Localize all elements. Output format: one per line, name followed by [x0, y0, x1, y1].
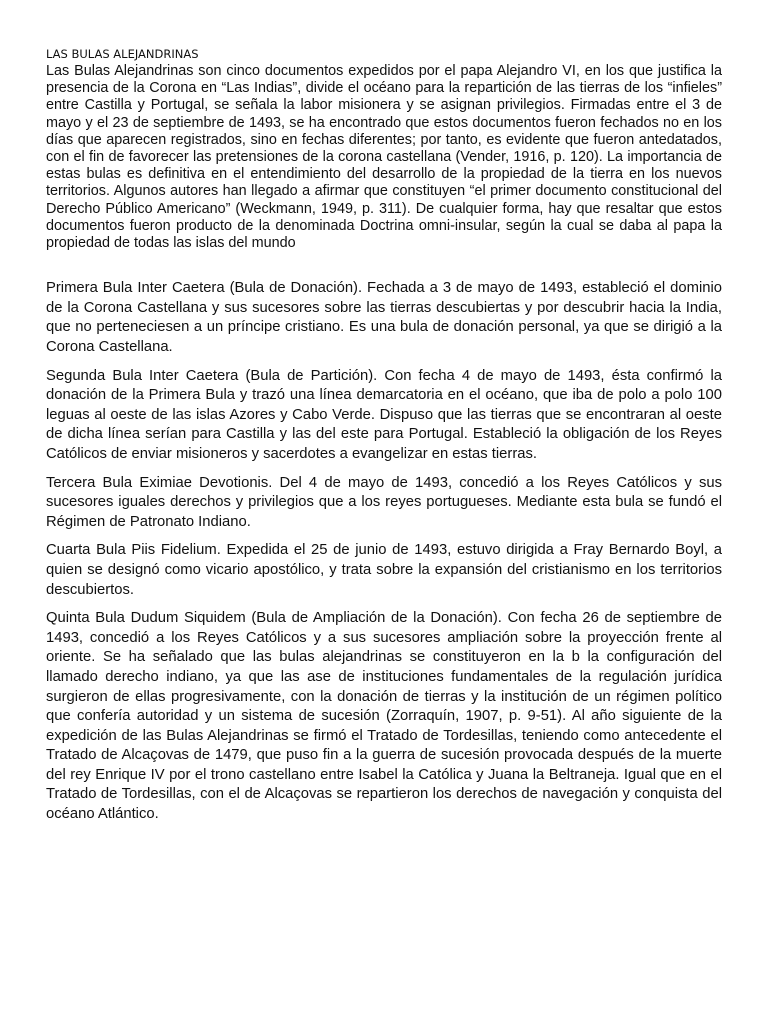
paragraph-tercera-bula: Tercera Bula Eximiae Devotionis. Del 4 de mayo de 1493, concedió a los Reyes Católicos y sus sucesores iguales derechos y privilegios que a los reyes portugueses. Mediante esta bula se fundó el Régimen de Patronato Indiano.	[46, 474, 722, 530]
intro-paragraph: Las Bulas Alejandrinas son cinco documentos expedidos por el papa Alejandro VI, en los que justifica la presencia de la Corona en “Las Indias”, divide el océano para la repartición de las tierras de los “infieles” entre Castilla y Portugal, se señala la labor misionera y se asignan privilegios. Firmadas entre el 3 de mayo y el 23 de septiembre de 1493, se ha encontrado que estos documentos fueron fechados no en los días que aparecen registrados, sino en fechas diferentes; por tanto, es evidente que fueron antedatados, con el fin de favorecer las pretensiones de la corona castellana (Vender, 1916, p. 120). La importancia de estas bulas es definitiva en el entendimiento del desarrollo de la propiedad de la tierra en los nuevos territorios. Algunos autores han llegado a afirmar que constituyen “el primer documento constitucional del Derecho Público Americano” (Weckmann, 1949, p. 311). De cualquier forma, hay que resaltar que estos documentos fueron producto de la denominada Doctrina omni-insular, según la cual se daba al papa la propiedad de todas las islas del mundo	[46, 63, 722, 252]
paragraph-segunda-bula: Segunda Bula Inter Caetera (Bula de Partición). Con fecha 4 de mayo de 1493, ésta confirmó la donación de la Primera Bula y trazó una línea demarcatoria en el océano, que iba de polo a polo 100 leguas al oeste de las islas Azores y Cabo Verde. Dispuso que las tierras que se encontraran al oeste de dicha línea serían para Castilla y las del este para Portugal. Estableció la obligación de los Reyes Católicos de enviar misioneros y sacerdotes a evangelizar en estas tierras.	[46, 367, 722, 462]
document-title: LAS BULAS ALEJANDRINAS	[46, 47, 199, 61]
paragraph-spacer	[46, 252, 722, 279]
paragraph-quinta-bula: Quinta Bula Dudum Siquidem (Bula de Ampliación de la Donación). Con fecha 26 de septiembre de 1493, concedió a los Reyes Católicos y a sus sucesores ampliación sobre la proyección frente al oriente. Se ha señalado que las bulas alejandrinas se constituyeron en la b la configuración del llamado derecho indiano, ya que las ase de instituciones fundamentales de la regulación jurídica surgieron de ellas progresivamente, con la donación de tierras y la institución de un régimen político que confería autoridad y un sistema de sucesión (Zorraquín, 1907, p. 9-51). Al año siguiente de la expedición de las Bulas Alejandrinas se firmó el Tratado de Tordesillas, teniendo como antecedente el Tratado de Alcaçovas de 1479, que puso fin a la guerra de sucesión provocada después de la muerte del rey Enrique IV por el trono castellano entre Isabel la Católica y Juana la Beltraneja. Igual que en el Tratado de Tordesillas, con el de Alcaçovas se repartieron los derechos de navegación y conquista del océano Atlántico.	[46, 610, 722, 823]
document-page	[46, 47, 722, 834]
paragraph-cuarta-bula: Cuarta Bula Piis Fidelium. Expedida el 25 de junio de 1493, estuvo dirigida a Fray Bernardo Boyl, a quien se designó como vicario apostólico, y trata sobre la expansión del cristianismo en los territorios descubiertos.	[46, 542, 722, 598]
paragraph-primera-bula: Primera Bula Inter Caetera (Bula de Donación). Fechada a 3 de mayo de 1493, estableció el dominio de la Corona Castellana y sus sucesores sobre las tierras descubiertas y por descubrir hacia la India, que no perteneciesen a un príncipe cristiano. Es una bula de donación personal, ya que se dirigió a la Corona Castellana.	[46, 280, 722, 356]
